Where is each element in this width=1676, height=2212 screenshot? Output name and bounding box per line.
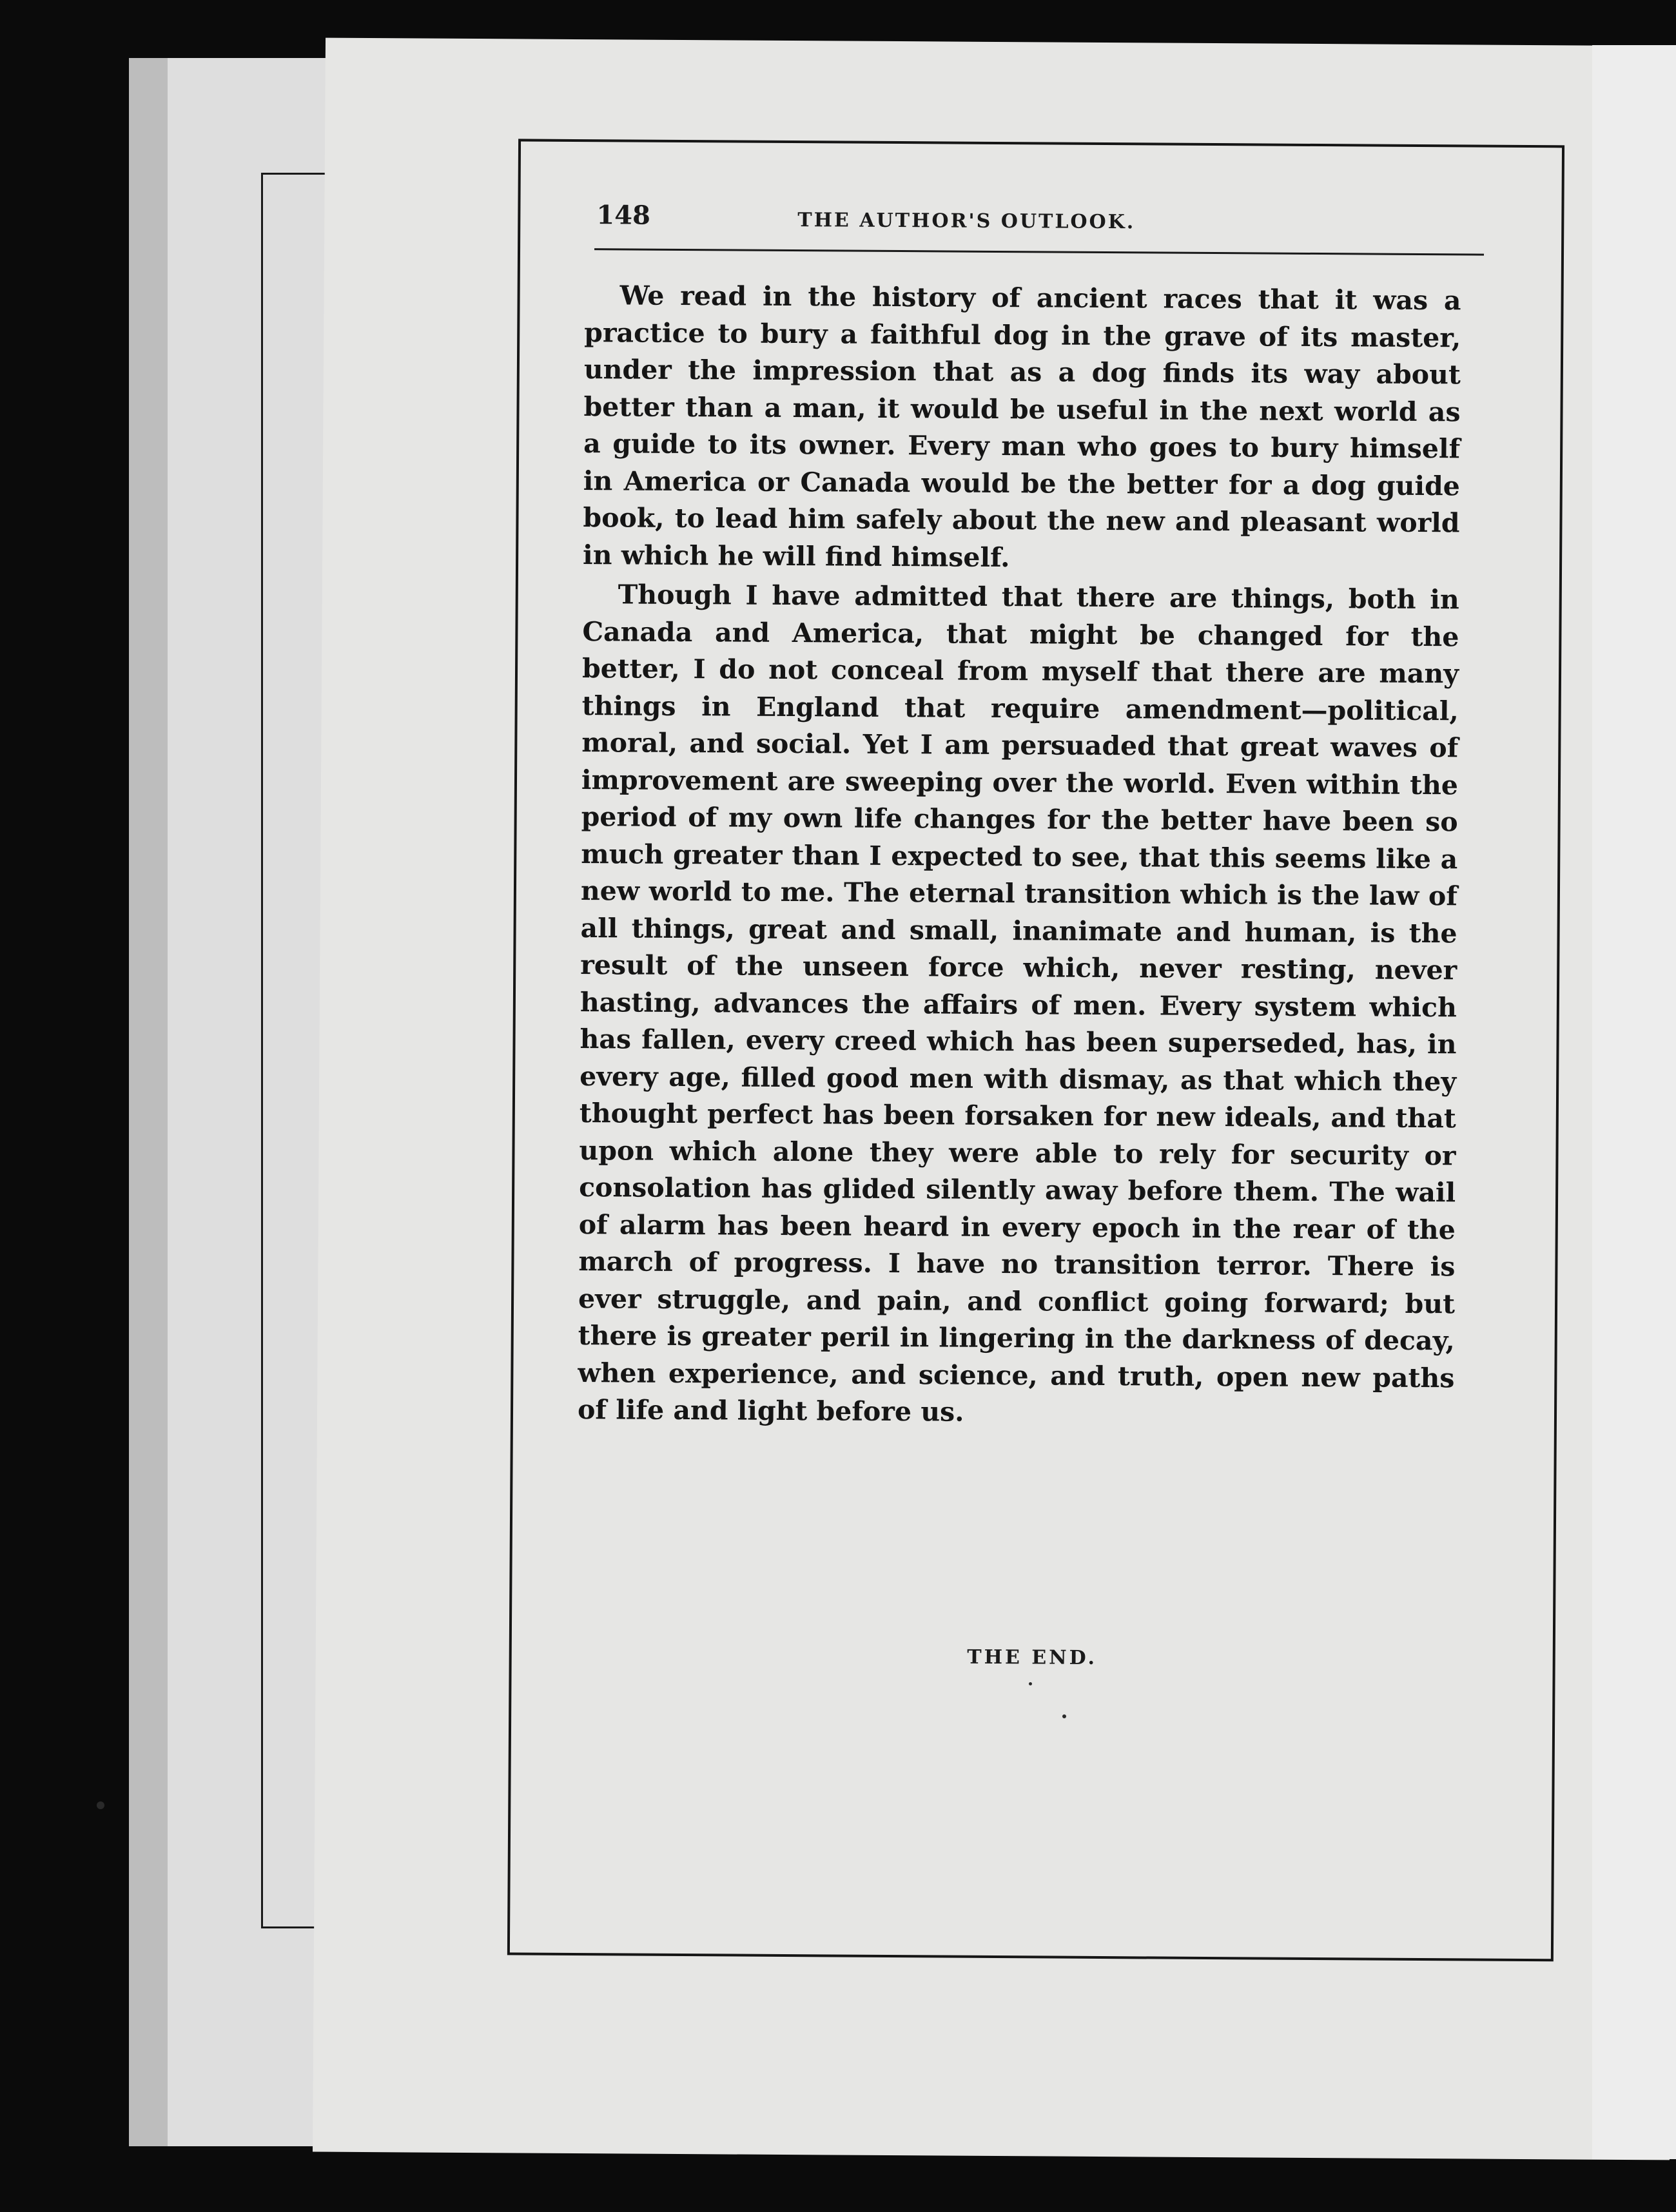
book-page (313, 38, 1676, 2160)
paragraph-1: We read in the history of ancient races that it was a practice to bury a faithful dog in the grave of its master, under the impression that as a dog finds its way about better than a man, it would be useful in the next world as a guide to its owner. Every man who goes to bury himself in America or Canada would be the better for a dog guide book, to lead him safely about the new and pleasant world in which he will find himself. (582, 280, 1461, 573)
page-right-margin (1592, 45, 1676, 2159)
scan-speck (1029, 1682, 1032, 1685)
page-border-frame (507, 139, 1564, 1961)
header-rule (594, 248, 1484, 255)
running-head: THE AUTHOR'S OUTLOOK. (797, 209, 1136, 234)
page-number: 148 (596, 200, 651, 231)
the-end-label: THE END. (967, 1645, 1098, 1669)
scan-speck (1062, 1714, 1066, 1718)
back-page-edge (129, 58, 168, 2146)
body-text (578, 277, 1461, 1437)
paragraph-2: Though I have admitted that there are things, both in Canada and America, that might be changed for the better, I do not conceal from myself that there are many things in England that require amendment—political, moral, and social. Yet I am persuaded that great waves of improvement are sweeping over the world. Even within the period of my own life changes for the better have been so much greater than I expected to see, that this seems like a new world to me. The eternal transition which is the law of all things, great and small, inanimate and human, is the result of the unseen force which, never resting, never hasting, advances the affairs of men. Every system which has fallen, every creed which has been superseded, has, in every age, filled good men with dismay, as that which they thought perfect has been forsaken for new ideals, and that upon which alone they were able to rely for security or consolation has glided silently away before them. The wail of alarm has been heard in every epoch in the rear of the march of progress. I have no transition terror. There is ever struggle, and pain, and conflict going forward; but there is greater peril in lingering in the darkness of decay, when experience, and science, and truth, open new paths of life and light before us. (577, 579, 1459, 1428)
scan-speck (97, 1801, 104, 1809)
